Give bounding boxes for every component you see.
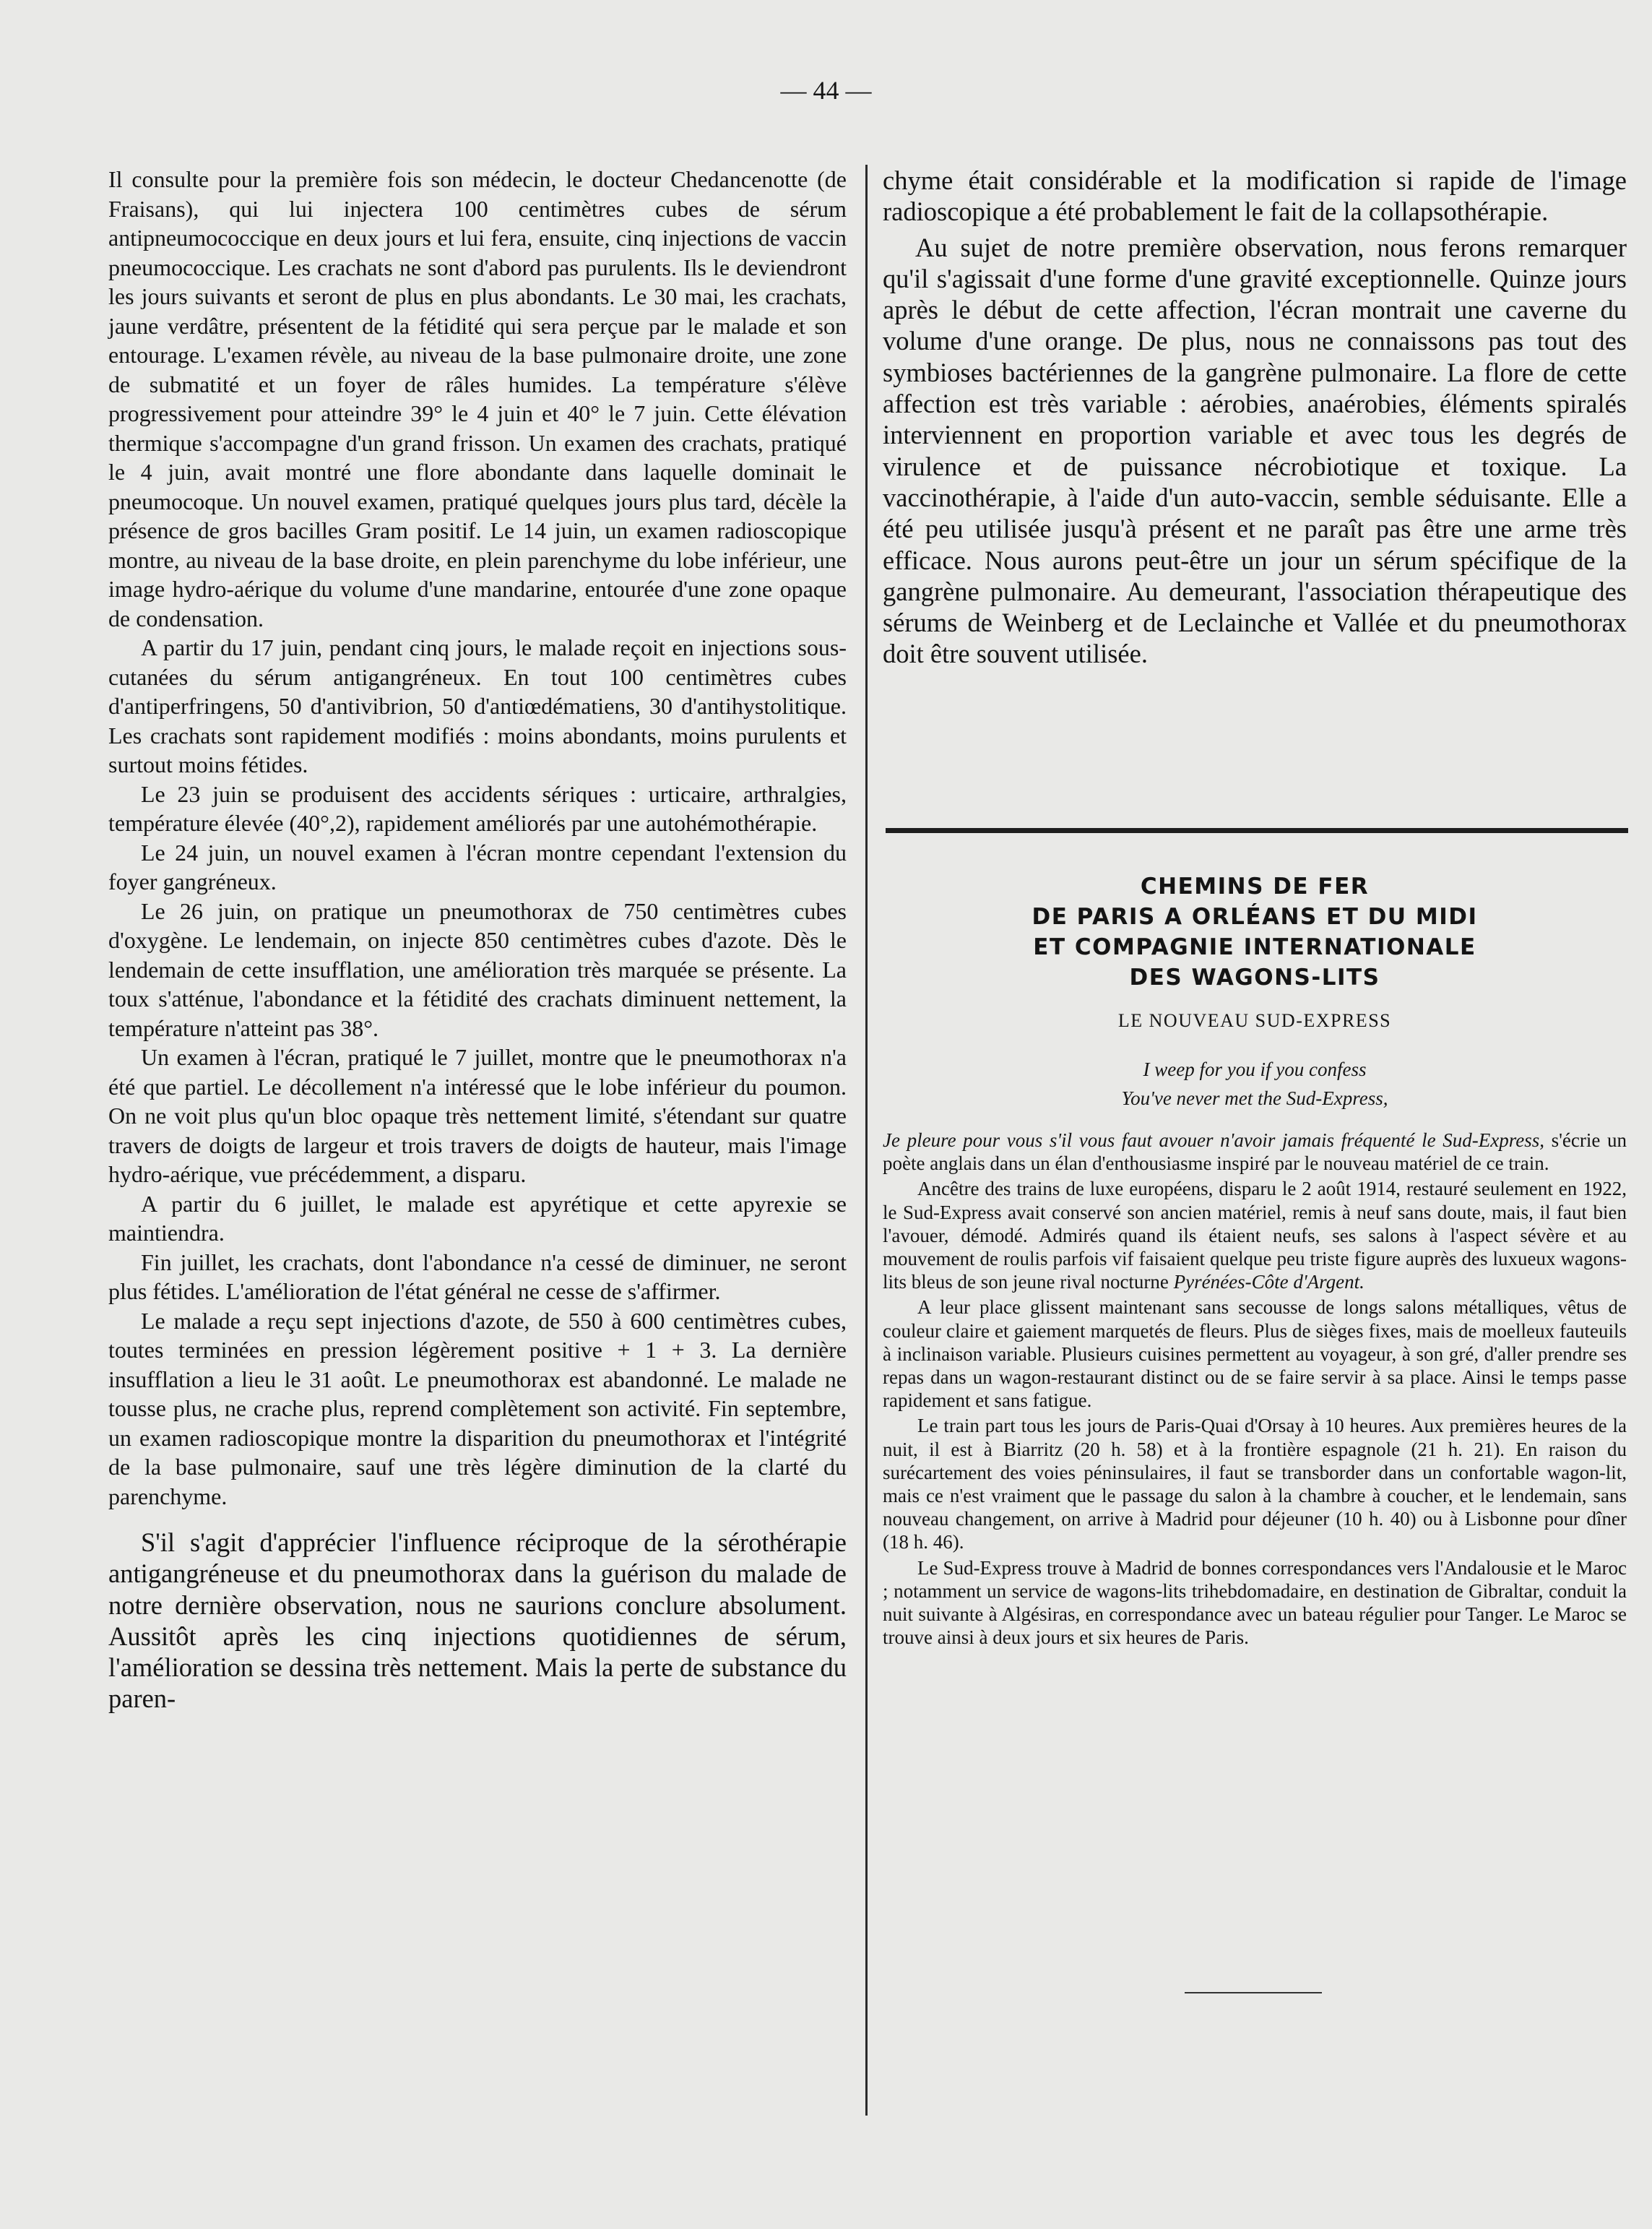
- advertisement-body: [883, 1129, 1627, 1651]
- paragraph: Au sujet de notre première observation, nous ferons remarquer qu'il s'agissait d'une forme d'une gravité exceptionnelle. Quinze jours après le début de cette affection, l'écran montrait une caverne du volume d'une orange. De plus, nous ne connaissons pas tout des symbioses bactériennes de la gangrène pulmonaire. La flore de cette affection est très variable : aérobies, anaérobies, éléments spiralés interviennent en proportion variable et avec tous les degrés de virulence et de puissance nécrobiotique et toxique. La vaccinothérapie, à l'aide d'un auto-vaccin, semble séduisante. Elle a été peu utilisée jusqu'à présent et ne paraît pas être une arme très efficace. Nous aurons peut-être un jour un sérum spécifique de la gangrène pulmonaire. Au demeurant, l'association thérapeutique des sérums de Weinberg et de Leclainche et Vallée et du pneumothorax doit être souvent utilisée.: [883, 232, 1627, 669]
- paragraph: Le malade a reçu sept injections d'azote, de 550 à 600 centimètres cubes, toutes terminées en pression légèrement positive + 1 + 3. La dernière insufflation a lieu le 31 août. Le pneumothorax est abandonné. Le malade ne tousse plus, ne crache plus, reprend complètement son activité. Fin septembre, un examen radioscopique montre la disparition du pneumothorax et l'intégrité de la base pulmonaire, sauf une très légère diminution de la clarté du parenchyme.: [108, 1307, 847, 1509]
- header-line: ET COMPAGNIE INTERNATIONALE: [1033, 934, 1476, 960]
- poem-epigraph: [883, 1055, 1627, 1113]
- text-run: s'écrie un poète anglais dans un élan d'enthousiasme inspiré par le nouveau matériel de ce train.: [883, 1129, 1627, 1175]
- paragraph: S'il s'agit d'apprécier l'influence réciproque de la sérothérapie antigangréneuse et du pneumothorax dans la guérison du malade de notre dernière observation, nous ne saurions conclure absolument. Aussitôt après les cinq injections quotidiennes de sérum, l'amélioration se dessina très nettement. Mais la perte de substance du paren-: [108, 1527, 847, 1714]
- paragraph: Le 26 juin, on pratique un pneumothorax de 750 centimètres cubes d'oxygène. Le lendemain, on injecte 850 centimètres cubes d'azote. Dès le lendemain de cette insufflation, une amélioration très marquée se présente. La toux s'atténue, l'abondance et la fétidité des crachats diminuent nettement, la température n'atteint pas 38°.: [108, 897, 847, 1041]
- advertisement-header: [883, 871, 1627, 993]
- paragraph: [883, 1177, 1627, 1293]
- train-name: Pyrénées-Côte d'Argent.: [1173, 1271, 1365, 1293]
- header-line: DE PARIS A ORLÉANS ET DU MIDI: [1032, 904, 1478, 930]
- header-line: DES WAGONS-LITS: [1129, 965, 1380, 991]
- paragraph: chyme était considérable et la modification si rapide de l'image radioscopique a été probablement le fait de la collapsothérapie.: [883, 165, 1627, 227]
- end-rule: [1185, 1992, 1322, 1993]
- quote-translation: Je pleure pour vous s'il vous faut avouer n'avoir jamais fréquenté le Sud-Express,: [883, 1129, 1544, 1151]
- paragraph: [883, 1129, 1627, 1175]
- section-rule: [886, 828, 1628, 833]
- paragraph: Le 24 juin, un nouvel examen à l'écran montre cependant l'extension du foyer gangréneux.: [108, 839, 847, 894]
- column-divider: [865, 165, 868, 2116]
- right-column: [883, 165, 1627, 670]
- paragraph: A leur place glissent maintenant sans secousse de longs salons métalliques, vêtus de couleur claire et gaiement marquetés de fleurs. Plus de sièges fixes, mais de moelleux fauteuils à inclinaison variable. Plusieurs cuisines permettent au voyageur, à son gré, d'aller prendre ses repas dans un wagon-restaurant distinct ou de se faire servir à sa place. Ainsi le temps passe rapidement et sans fatigue.: [883, 1296, 1627, 1412]
- advertisement-subtitle: LE NOUVEAU SUD-EXPRESS: [1117, 1010, 1392, 1031]
- paragraph: Le 23 juin se produisent des accidents sériques : urticaire, arthralgies, température élevée (40°,2), rapidement améliorés par une autohémothérapie.: [108, 780, 847, 836]
- observation-text: [108, 165, 847, 1511]
- left-column: [108, 165, 847, 1715]
- discussion-text: [108, 1527, 847, 1715]
- paragraph: Le train part tous les jours de Paris-Quai d'Orsay à 10 heures. Aux premières heures de la nuit, il est à Biarritz (20 h. 58) et à la frontière espagnole (21 h. 21). En raison du surécartement des voies péninsulaires, il faut se transborder dans un confortable wagon-lit, mais ce n'est vraiment que le passage du salon à la chambre à coucher, et le lendemain, sans nouveau changement, on arrive à Madrid pour déjeuner (10 h. 40) ou à Lisbonne pour dîner (18 h. 46).: [883, 1415, 1627, 1553]
- poem-line: You've never met the Sud-Express,: [1121, 1087, 1388, 1109]
- paragraph: Fin juillet, les crachats, dont l'abondance n'a cessé de diminuer, ne seront plus fétides. L'amélioration de l'état général ne cesse de s'affirmer.: [108, 1249, 847, 1304]
- page-number: — 44 —: [780, 76, 872, 105]
- poem-line: I weep for you if you confess: [1143, 1059, 1367, 1080]
- paragraph: A partir du 17 juin, pendant cinq jours, le malade reçoit en injections sous-cutanées du sérum antigangréneux. En tout 100 centimètres cubes d'antiperfringens, 50 d'antivibrion, 50 d'antiœdématiens, 30 d'antihystolitique. Les crachats sont rapidement modifiés : moins abondants, moins purulents et surtout moins fétides.: [108, 634, 847, 777]
- paragraph: Le Sud-Express trouve à Madrid de bonnes correspondances vers l'Andalousie et le Maroc ; notamment un service de wagons-lits trihebdomadaire, en destination de Gibraltar, conduit la nuit suivante à Algésiras, en correspondance avec un bateau régulier pour Tanger. Le Maroc se trouve ainsi à deux jours et six heures de Paris.: [883, 1556, 1627, 1649]
- paragraph: Il consulte pour la première fois son médecin, le docteur Chedancenotte (de Fraisans), qui lui injectera 100 centimètres cubes de sérum antipneumococcique en deux jours et lui fera, ensuite, cinq injections de vaccin pneumococcique. Les crachats ne sont d'abord pas purulents. Ils le deviendront les jours suivants et seront de plus en plus abondants. Le 30 mai, les crachats, jaune verdâtre, présentent de la fétidité qui sera perçue par le malade et son entourage. L'examen révèle, au niveau de la base pulmonaire droite, une zone de submatité et un foyer de râles humides. La température s'élève progressivement pour atteindre 39° le 4 juin et 40° le 7 juin. Cette élévation thermique s'accompagne d'un grand frisson. Un examen des crachats, pratiqué le 4 juin, avait montré une flore abondante dans laquelle dominait le pneumocoque. Un nouvel examen, pratiqué quelques jours plus tard, décèle la présence de gros bacilles Gram positif. Le 14 juin, un examen radioscopique montre, au niveau de la base droite, en plein parenchyme du lobe inférieur, une image hydro-aérique du volume d'une mandarine, entourée d'une zone opaque de condensation.: [108, 166, 847, 631]
- paragraph: A partir du 6 juillet, le malade est apyrétique et cette apyrexie se maintiendra.: [108, 1190, 847, 1246]
- text-run: Ancêtre des trains de luxe européens, disparu le 2 août 1914, restauré seulement en 1922, le Sud-Express avait conservé son ancien matériel, remis à neuf sans doute, mais, il faut bien l'avouer, démodé. Admirés quand ils étaient neufs, ses salons à l'aspect sévère et au mouvement de roulis parfois vif faisaient quelque peu triste figure auprès des luxueux wagons-lits bleus de son jeune rival nocturne: [883, 1178, 1627, 1293]
- paragraph: Un examen à l'écran, pratiqué le 7 juillet, montre que le pneumothorax n'a été que partiel. Le décollement n'a intéressé que le lobe inférieur du poumon. On ne voit plus qu'un bloc opaque très nettement limité, s'étendant sur quatre travers de doigts de largeur et trois travers de doigts de hauteur, mais l'image hydro-aérique, vue précédemment, a disparu.: [108, 1044, 847, 1187]
- header-line: CHEMINS DE FER: [1140, 874, 1370, 900]
